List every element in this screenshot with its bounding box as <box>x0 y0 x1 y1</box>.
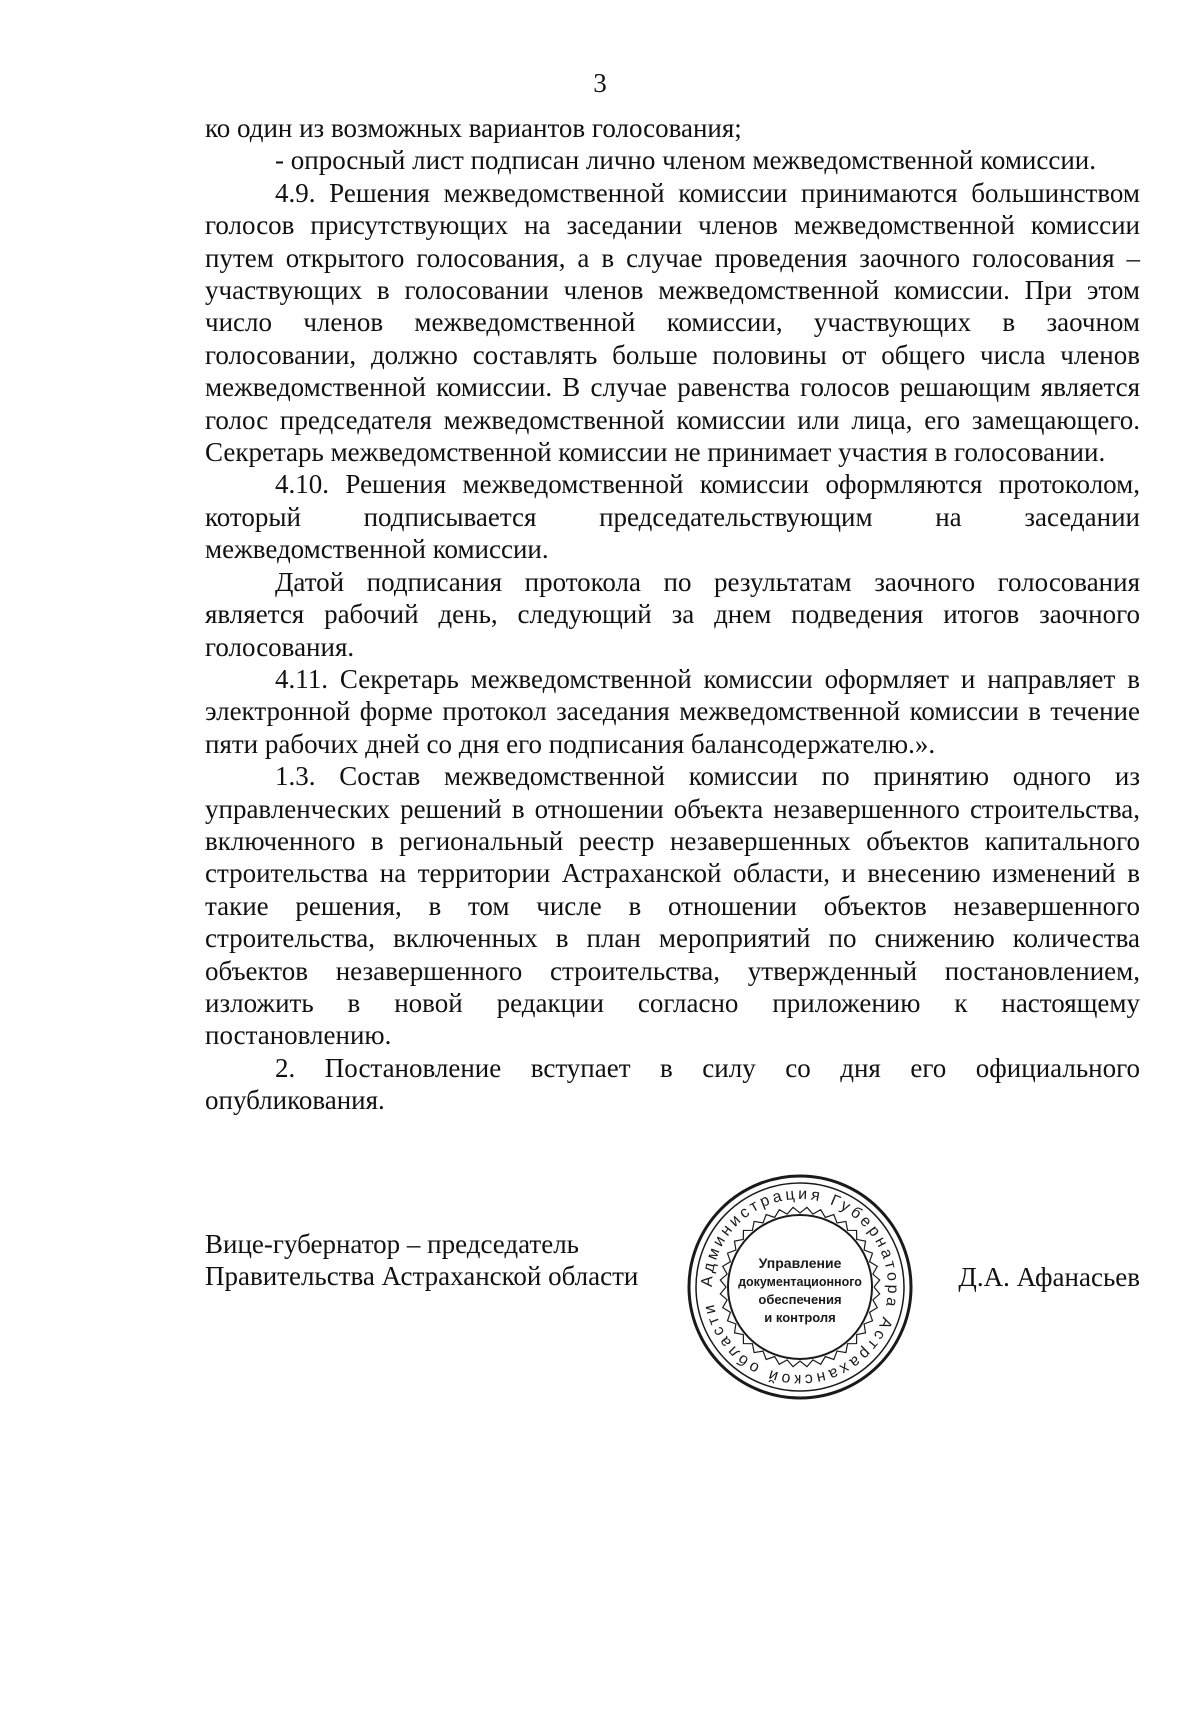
stamp-center-line: документационного <box>738 1275 862 1289</box>
page-number: 3 <box>593 68 607 98</box>
paragraph: ко один из возможных вариантов голосования; <box>205 113 742 143</box>
paragraph: 4.10. Решения межведомственной комиссии оформляются протоколом, который подписывается председательствующим на заседании межведомственной комиссии. <box>205 469 1140 565</box>
signatory-name: Д.А. Афанасьев <box>958 1262 1140 1292</box>
paragraph: 1.3. Состав межведомственной комиссии по принятию одного из управленческих решений в отношении объекта незавершенного строительства, включенного в региональный реестр незавершенных объектов капитального строительства на территории Астраханской области, и внесению изменений в такие решения, в том числе в отношении объектов незавершенного строительства, включенных в план мероприятий по снижению количества объектов незавершенного строительства, утвержденный постановлением, изложить в новой редакции согласно приложению к настоящему постановлению. <box>205 761 1140 1051</box>
signatory-position-line: Вице-губернатор – председатель <box>205 1229 579 1259</box>
stamp-center-line: Управление <box>758 1255 842 1271</box>
paragraph: Датой подписания протокола по результатам заочного голосования является рабочий день, следующий за днем подведения итогов заочного голосования. <box>205 566 1140 662</box>
paragraph: - опросный лист подписан лично членом межведомственной комиссии. <box>275 145 1096 176</box>
paragraph: 4.11. Секретарь межведомственной комиссии оформляет и направляет в электронной форме протокол заседания межведомственной комиссии в течение пяти рабочих дней со дня его подписания балансодержателю.». <box>205 663 1140 759</box>
stamp-center-line: и контроля <box>764 1310 836 1325</box>
paragraph: 2. Постановление вступает в силу со дня его официального опубликования. <box>205 1052 1140 1116</box>
paragraph: 4.9. Решения межведомственной комиссии принимаются большинством голосов присутствующих на заседании членов межведомственной комиссии путем открытого голосования, а в случае проведения заочного голосования – участвующих в голосовании членов межведомственной комиссии. При этом число членов межведомственной комиссии, участвующих в заочном голосовании, должно составлять больше половины от общего числа членов межведомственной комиссии. В случае равенства голосов решающим является голос председателя межведомственной комиссии или лица, его замещающего. Секретарь межведомственной комиссии не принимает участия в голосовании. <box>205 177 1140 468</box>
signatory-position-line: Правительства Астраханской области <box>205 1261 639 1292</box>
signatory-position <box>205 1228 638 1293</box>
official-stamp <box>685 1172 915 1402</box>
stamp-ring-text: Администрация Губернатора Астраханской области <box>698 1185 902 1389</box>
signature-block <box>205 1172 1140 1412</box>
stamp-center-line: обеспечения <box>758 1292 842 1307</box>
document-body <box>205 112 1140 1117</box>
